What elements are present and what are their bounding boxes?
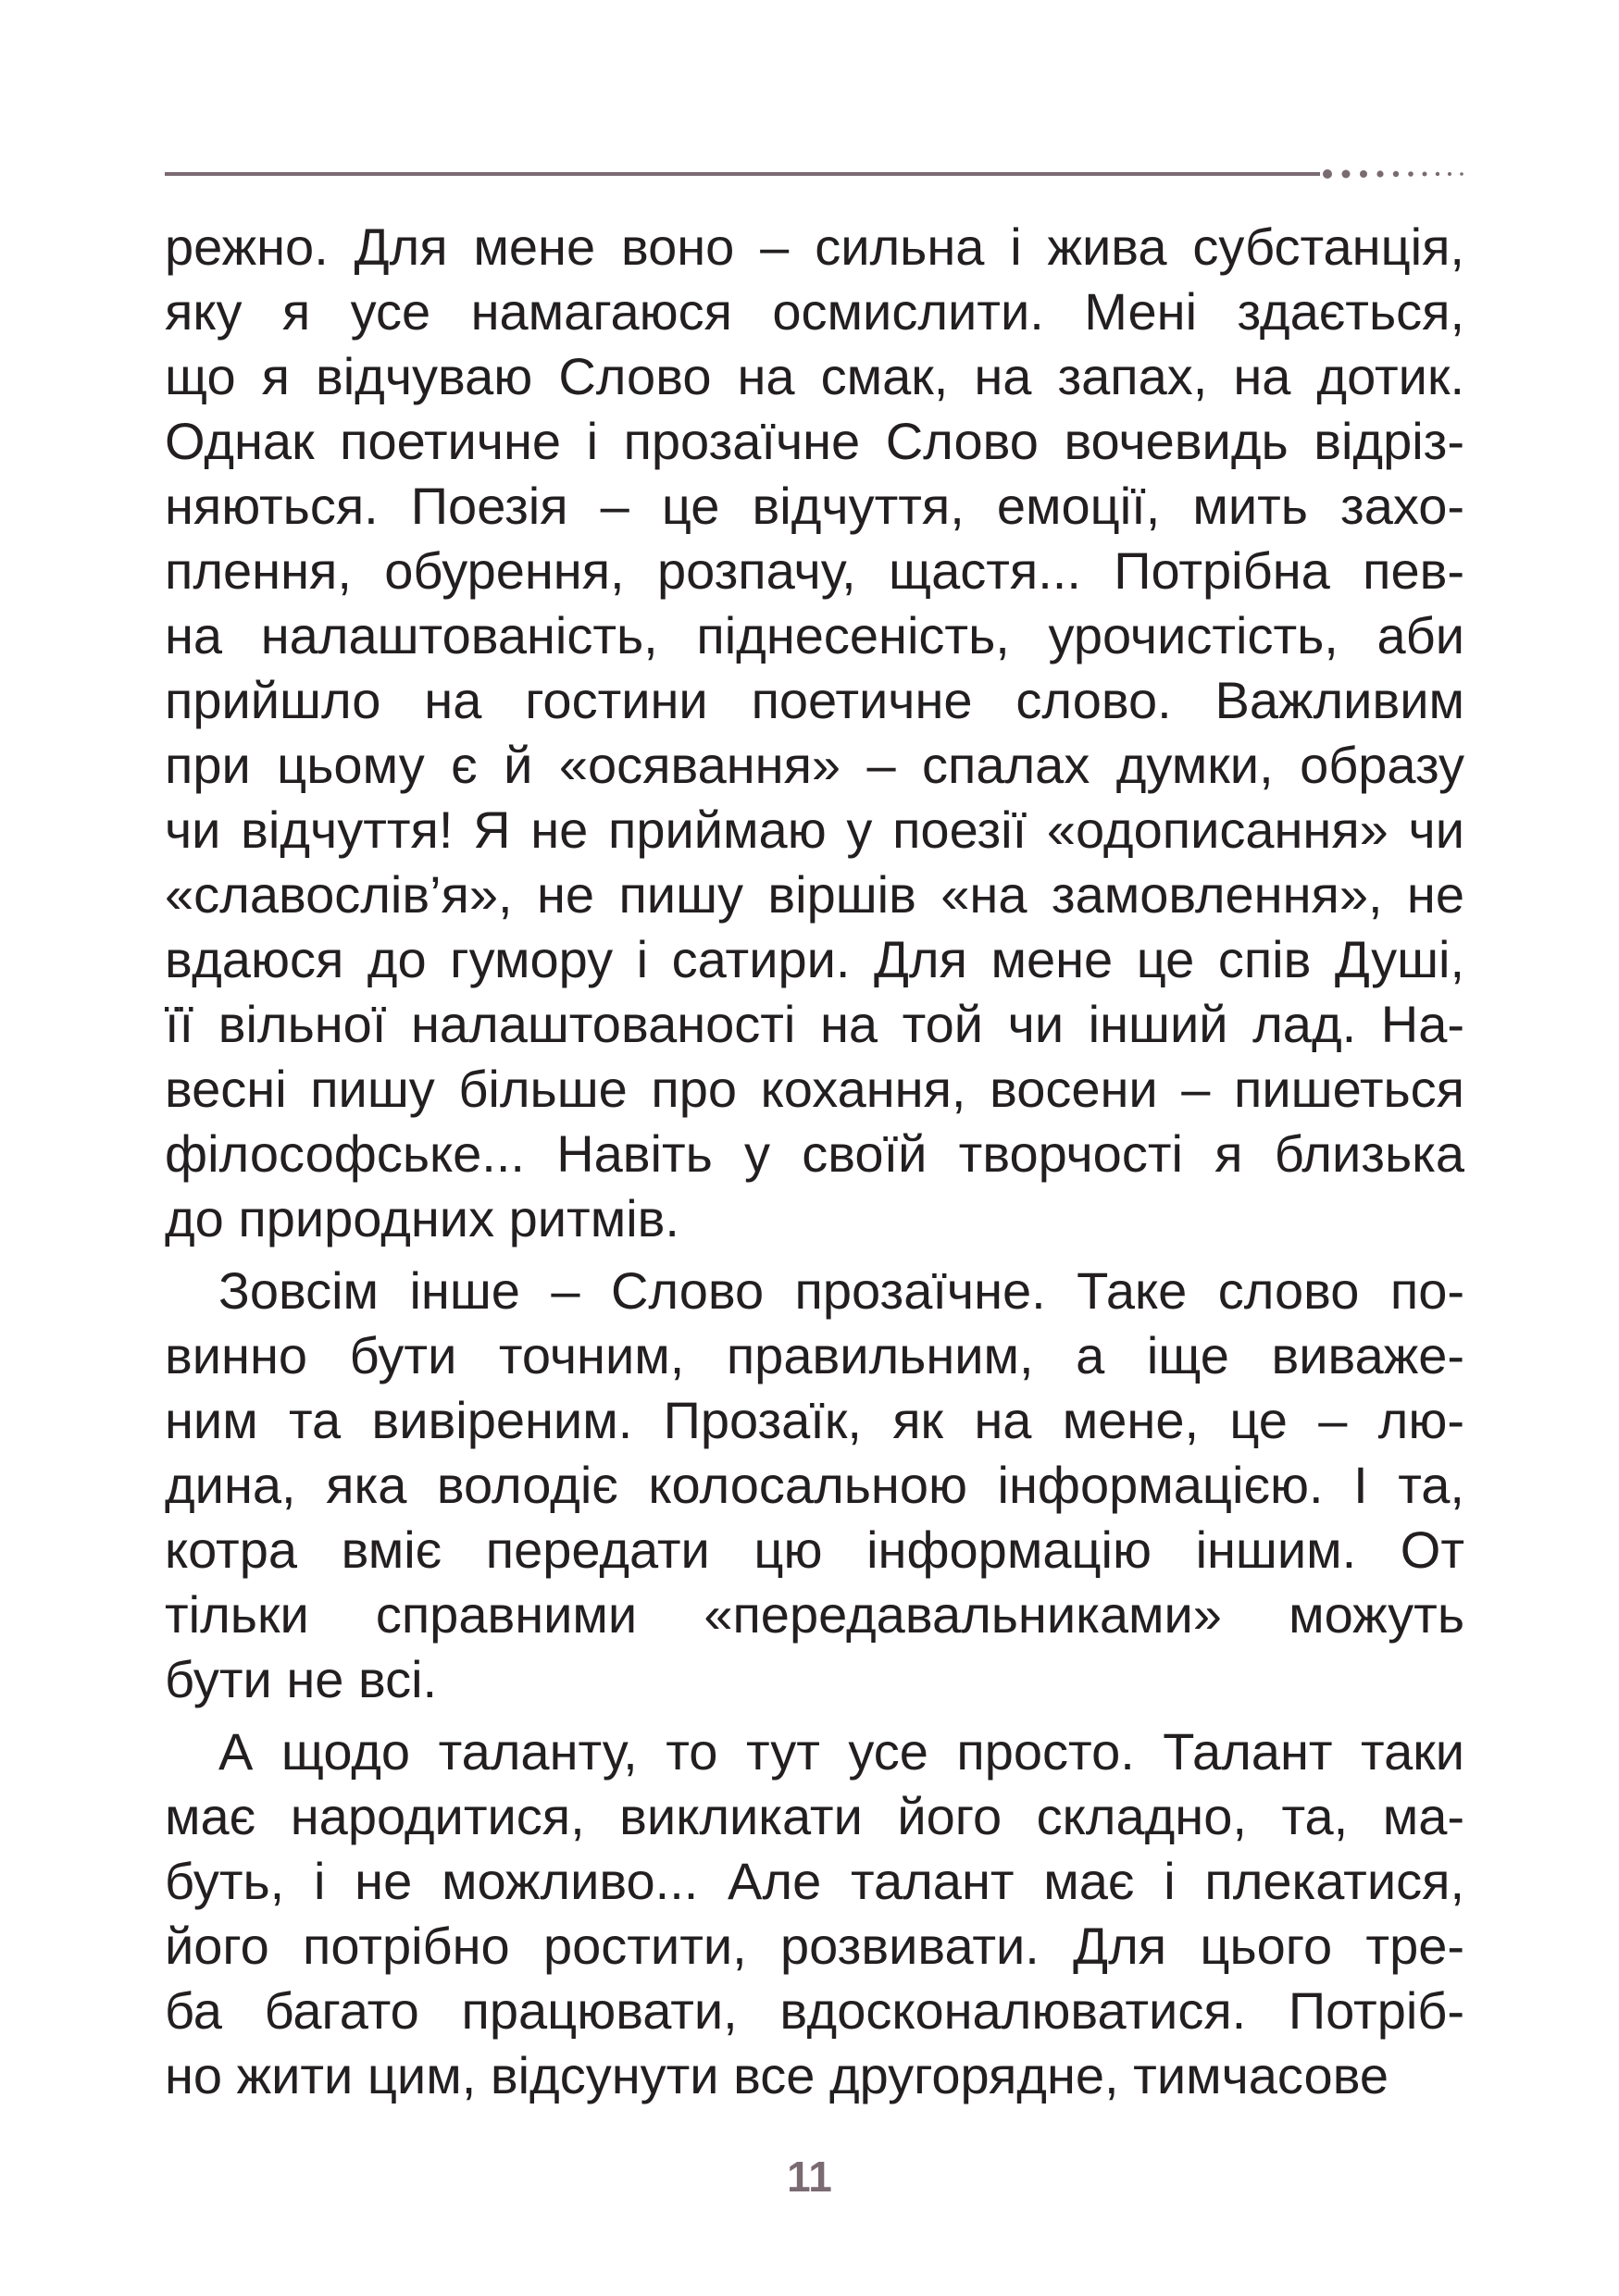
text-line: дина, яка володіє колосальною інформацією. І та,	[165, 1456, 1464, 1514]
header-rule	[165, 172, 1320, 176]
text-line: ба багато працювати, вдосконалюватися. Потріб-	[165, 1981, 1464, 2040]
text-line: винно бути точним, правильним, а іще виваже-	[165, 1326, 1464, 1384]
text-line: Зовсім інше – Слово прозаїчне. Таке слово по-	[218, 1261, 1464, 1320]
text-line: що я відчуваю Слово на смак, на запах, на дотик.	[165, 347, 1464, 405]
body-text	[165, 215, 1464, 2108]
paragraph	[165, 1259, 1464, 1712]
text-line: режно. Для мене воно – сильна і жива субстанція,	[165, 217, 1464, 276]
page-number: 11	[787, 2153, 832, 2201]
paragraph-gap	[165, 1251, 1464, 1259]
text-line: тільки справними «передавальниками» можуть	[165, 1585, 1464, 1644]
paragraph	[165, 1719, 1464, 2108]
paragraph-gap	[165, 1712, 1464, 1719]
text-line: Однак поетичне і прозаїчне Слово вочевидь відріз-	[165, 412, 1464, 470]
text-line: його потрібно ростити, розвивати. Для цього тре-	[165, 1917, 1464, 1975]
text-line: А щодо таланту, то тут усе просто. Талант таки	[218, 1722, 1464, 1781]
text-line: буть, і не можливо... Але талант має і плекатися,	[165, 1852, 1464, 1910]
text-line: має народитися, викликати його складно, та, ма-	[165, 1787, 1464, 1845]
text-line: її вільної налаштованості на той чи інший лад. На-	[165, 995, 1464, 1053]
text-line: котра вміє передати цю інформацію іншим. От	[165, 1520, 1464, 1579]
header-dots-ornament	[1320, 165, 1470, 183]
text-line: няються. Поезія – це відчуття, емоції, мить захо-	[165, 477, 1464, 535]
text-line: яку я усе намагаюся осмислити. Мені здається,	[165, 282, 1464, 341]
text-line: до природних ритмів.	[165, 1189, 679, 1247]
text-line: на налаштованість, піднесеність, урочистість, аби	[165, 606, 1464, 664]
text-line: плення, обурення, розпачу, щастя... Потрібна пев-	[165, 541, 1464, 600]
text-line: ним та вивіреним. Прозаїк, як на мене, це – лю-	[165, 1391, 1464, 1449]
text-line: бути не всі.	[165, 1650, 438, 1708]
text-line: при цьому є й «осявання» – спалах думки, образу	[165, 736, 1464, 794]
text-line: вдаюся до гумору і сатири. Для мене це спів Душі,	[165, 930, 1464, 988]
text-line: філософське... Навіть у своїй творчості я близька	[165, 1124, 1464, 1183]
text-line: чи відчуття! Я не приймаю у поезії «одописання» чи	[165, 800, 1464, 859]
text-line: «славослів’я», не пишу віршів «на замовлення», не	[165, 865, 1464, 924]
text-line: весні пишу більше про кохання, восени – пишеться	[165, 1060, 1464, 1118]
paragraph	[165, 215, 1464, 1251]
text-line: прийшло на гостини поетичне слово. Важливим	[165, 671, 1464, 729]
text-line: но жити цим, відсунути все другорядне, тимчасове	[165, 2046, 1389, 2104]
